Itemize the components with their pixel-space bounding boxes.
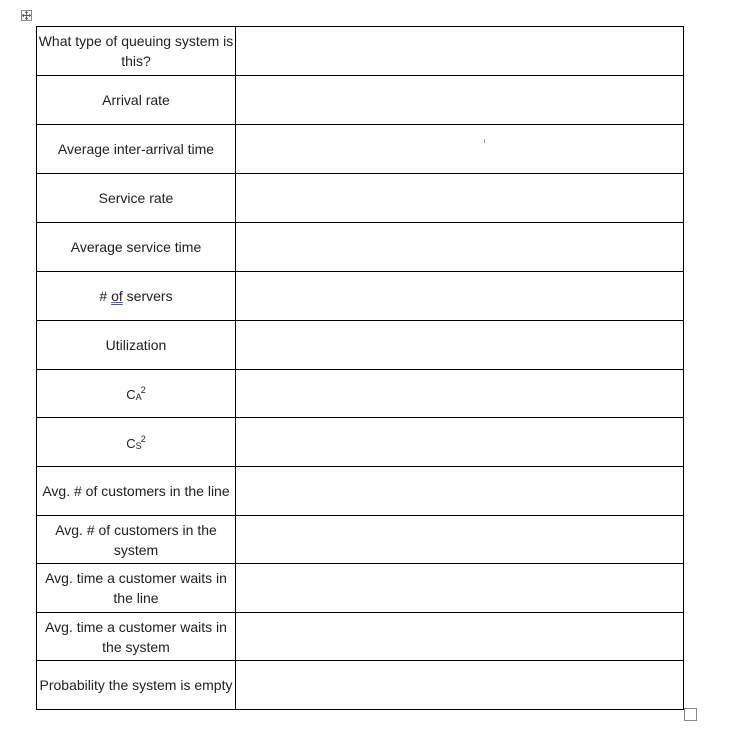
answer-cell-wait-in-system[interactable] xyxy=(236,613,684,661)
row-label-service-time: Average service time xyxy=(37,223,236,272)
answer-cell-arrival-rate[interactable] xyxy=(236,76,684,125)
servers-prefix: # xyxy=(99,288,112,304)
table-row xyxy=(37,76,684,125)
row-label-queuing-type: What type of queuing system is this? xyxy=(37,27,236,76)
answer-cell-cs-squared[interactable] xyxy=(236,418,684,467)
queuing-table xyxy=(36,26,684,710)
row-label-wait-in-line: Avg. time a customer waits in the line xyxy=(37,564,236,613)
table-row xyxy=(37,321,684,370)
table-move-handle-icon[interactable] xyxy=(21,10,32,21)
table-row xyxy=(37,125,684,174)
answer-cell-utilization[interactable] xyxy=(236,321,684,370)
servers-suffix: servers xyxy=(122,288,173,304)
table-row xyxy=(37,613,684,661)
table-row xyxy=(37,27,684,76)
table-row xyxy=(37,467,684,516)
answer-cell-inter-arrival-time[interactable] xyxy=(236,125,684,174)
answer-cell-queuing-type[interactable] xyxy=(236,27,684,76)
answer-cell-customers-in-system[interactable] xyxy=(236,516,684,564)
row-label-servers xyxy=(37,272,236,321)
table-row xyxy=(37,418,684,467)
table-row xyxy=(37,661,684,710)
ca-squared-symbol: $C_A^2$ xyxy=(126,385,146,402)
table-row xyxy=(37,516,684,564)
row-label-cs-squared xyxy=(37,418,236,467)
row-label-wait-in-system: Avg. time a customer waits in the system xyxy=(37,613,236,661)
answer-cell-servers[interactable] xyxy=(236,272,684,321)
answer-cell-customers-in-line[interactable] xyxy=(236,467,684,516)
table-row xyxy=(37,223,684,272)
table-row xyxy=(37,174,684,223)
table-row xyxy=(37,272,684,321)
row-label-utilization: Utilization xyxy=(37,321,236,370)
cs-squared-symbol: $C_S^2$ xyxy=(126,433,146,451)
table-row xyxy=(37,564,684,613)
answer-cell-ca-squared[interactable] xyxy=(236,370,684,418)
answer-cell-wait-in-line[interactable] xyxy=(236,564,684,613)
row-label-probability-empty: Probability the system is empty xyxy=(37,661,236,710)
row-label-ca-squared xyxy=(37,370,236,418)
answer-cell-probability-empty[interactable] xyxy=(236,661,684,710)
row-label-arrival-rate: Arrival rate xyxy=(37,76,236,125)
row-label-customers-in-system: Avg. # of customers in the system xyxy=(37,516,236,564)
answer-cell-service-time[interactable] xyxy=(236,223,684,272)
table-row xyxy=(37,370,684,418)
table-resize-handle-icon[interactable] xyxy=(684,708,697,721)
row-label-inter-arrival-time: Average inter-arrival time xyxy=(37,125,236,174)
servers-of-word: of xyxy=(111,288,123,304)
row-label-customers-in-line: Avg. # of customers in the line xyxy=(37,467,236,516)
answer-cell-service-rate[interactable] xyxy=(236,174,684,223)
row-label-service-rate: Service rate xyxy=(37,174,236,223)
